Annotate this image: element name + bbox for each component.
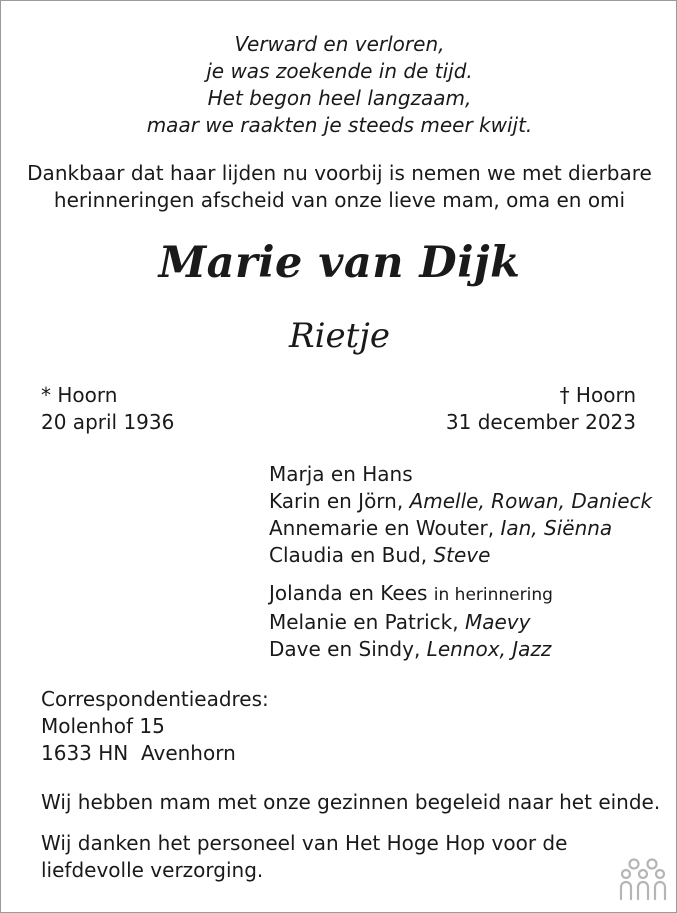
intro-text: [1, 160, 677, 214]
family-names: Annemarie en Wouter,: [269, 516, 495, 540]
deceased-nickname: Rietje: [289, 316, 390, 356]
death-info: [446, 382, 636, 436]
family-member: [269, 609, 652, 636]
birth-date: 20 april 1936: [41, 410, 175, 434]
family-names: Jolanda en Kees: [269, 581, 428, 605]
deceased-name: Marie van Dijk: [158, 238, 521, 288]
grandchildren-names: Maevy: [464, 610, 531, 634]
address-street: Molenhof 15: [41, 714, 165, 738]
family-member: [269, 488, 652, 515]
family-names: Claudia en Bud,: [269, 543, 428, 567]
closing-text-1: Wij hebben mam met onze gezinnen begeleid naar het einde.: [41, 790, 661, 814]
family-member: [269, 542, 652, 569]
family-member: [269, 636, 652, 663]
family-group-icon: [619, 857, 667, 901]
memorial-note: in herinnering: [433, 585, 553, 605]
family-names: Dave en Sindy,: [269, 637, 421, 661]
address-label: Correspondentieadres:: [41, 687, 269, 711]
correspondence-address: [41, 686, 269, 767]
death-date: 31 december 2023: [445, 410, 636, 434]
grandchildren-names: Lennox, Jazz: [426, 637, 552, 661]
poem-line: Het begon heel langzaam,: [207, 86, 472, 110]
family-member: [269, 515, 652, 542]
intro-line: Dankbaar dat haar lijden nu voorbij is nemen we met dierbare: [27, 161, 652, 185]
poem-line: je was zoekende in de tijd.: [206, 59, 473, 83]
family-names: Marja en Hans: [269, 462, 413, 486]
family-list: [269, 461, 652, 663]
birth-place: * Hoorn: [41, 383, 118, 407]
closing-text-2: Wij danken het personeel van Het Hoge Hop voor de liefdevolle verzorging.: [41, 831, 568, 882]
poem: [1, 31, 677, 139]
intro-line: herinneringen afscheid van onze lieve mam, oma en omi: [53, 188, 626, 212]
grandchildren-names: Ian, Siënna: [500, 516, 613, 540]
grandchildren-names: Amelle, Rowan, Danieck: [409, 489, 653, 513]
grandchildren-names: Steve: [433, 543, 491, 567]
birth-info: [41, 382, 174, 436]
family-names: Melanie en Patrick,: [269, 610, 459, 634]
poem-line: Verward en verloren,: [234, 32, 445, 56]
poem-line: maar we raakten je steeds meer kwijt.: [146, 113, 533, 137]
death-place: † Hoorn: [559, 383, 636, 407]
family-names: Karin en Jörn,: [269, 489, 404, 513]
family-member: [269, 461, 652, 488]
address-city: 1633 HN Avenhorn: [41, 741, 236, 765]
family-member: [269, 580, 652, 609]
